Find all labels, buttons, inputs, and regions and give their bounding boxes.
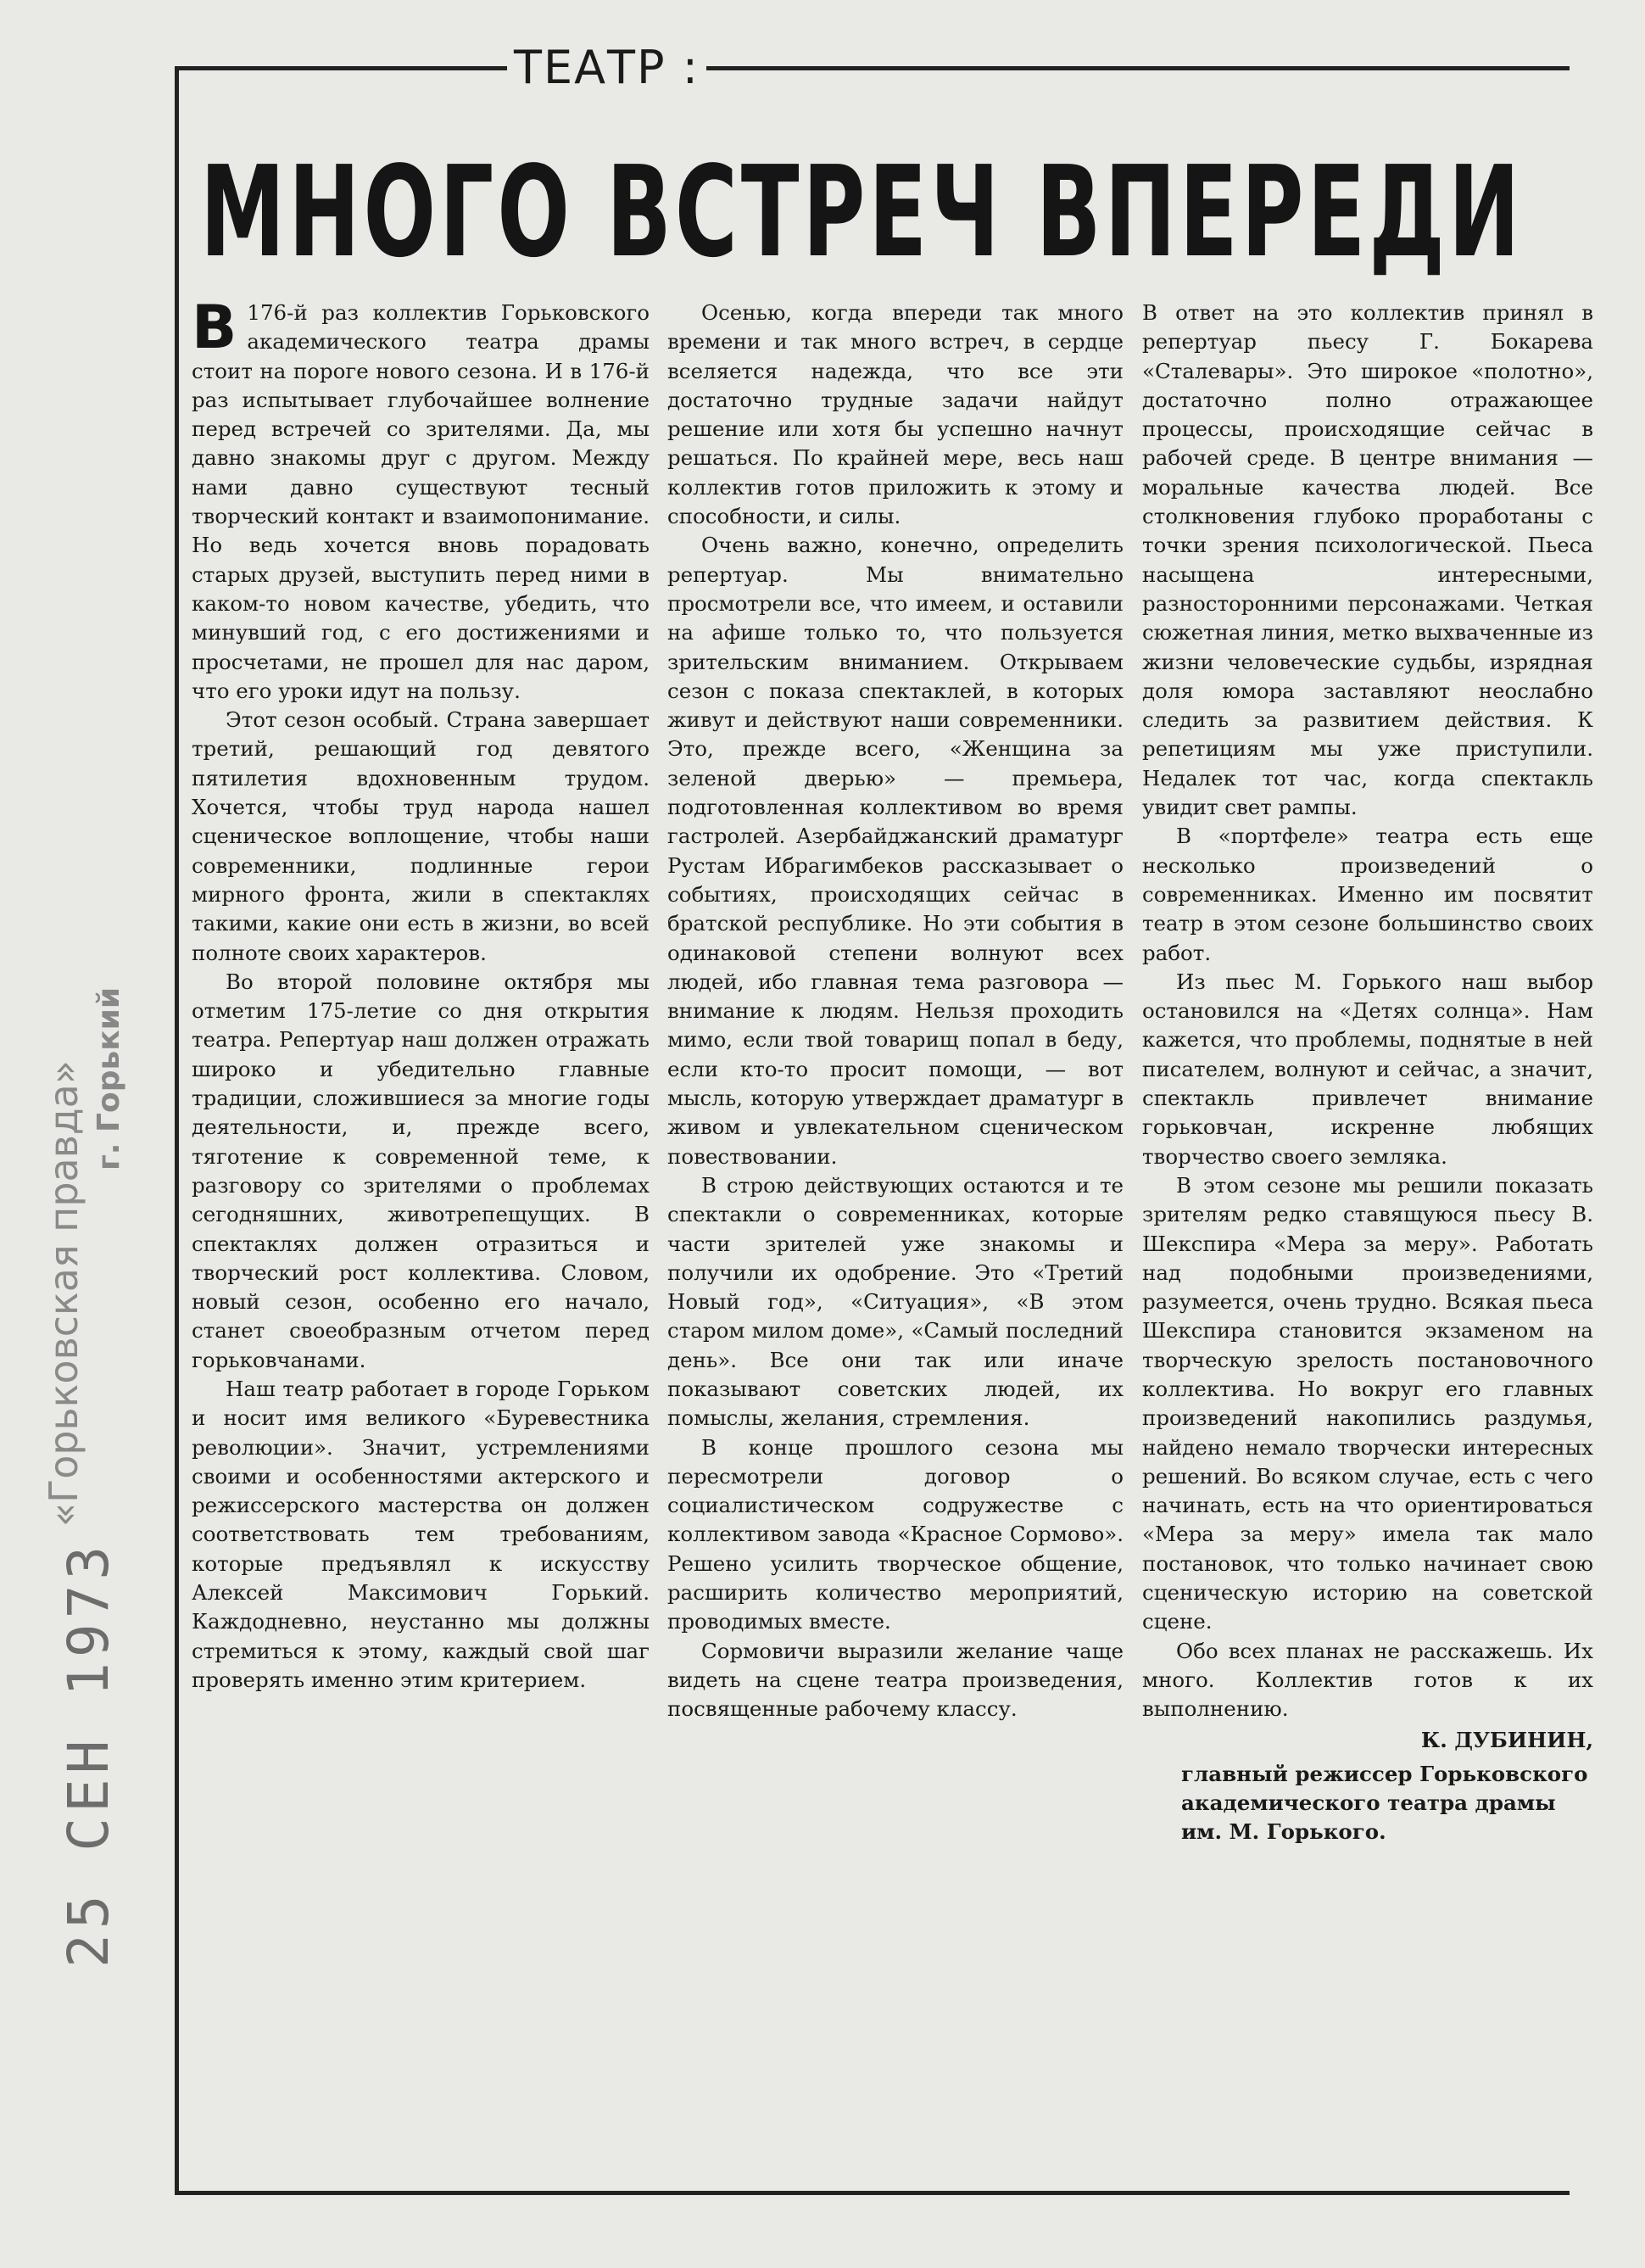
paragraph: Этот сезон особый. Страна завершает третий, решающий год девятого пятилетия вдохновенным трудом. Хочется, чтобы труд народа нашел сценическое воплощение, чтобы наши современники, подлинные герои мирного фронта, жили в спектаклях такими, какие они есть в жизни, во всей полноте своих характеров. [192, 707, 650, 965]
paragraph-text: 176-й раз коллектив Горьковского академического театра драмы стоит на пороге нового сезона. И в 176-й раз испытывает глубочайшее волнение перед встречей со зрителями. Да, мы давно знакомы друг с другом. Между нами давно существуют тесный творческий контакт и взаимопонимание. Но ведь хочется вновь порадовать старых друзей, выступить перед ними в каком-то новом качестве, убедить, что минувший год, с его достижениями и просчетами, не прошел для нас даром, что его уроки идут на пользу. [192, 300, 650, 703]
paragraph: В конце прошлого сезона мы пересмотрели договор о социалистическом содружестве с коллективом завода «Красное Сормово». Решено усилить творческое общение, расширить количество мероприятий, проводимых вместе. [667, 1434, 1124, 1634]
date-stamp: 25 СЕН 1973 [56, 1540, 121, 1968]
article-column-3 [1142, 299, 1593, 1846]
article-column-2 [667, 299, 1124, 1724]
author-signature: К. ДУБИНИН, [1420, 1727, 1593, 1752]
paragraph: В ответ на это коллектив принял в репертуар пьесу Г. Бокарева «Сталевары». Это широкое «полотно», достаточно полно отражающее процессы, происходящие сейчас в рабочей среде. В центре внимания — моральные качества людей. Все столкновения глубоко проработаны с точки зрения психологической. Пьеса насыщена интересными, разносторонними персонажами. Четкая сюжетная линия, метко выхваченные из жизни человеческие судьбы, изрядная доля юмора заставляют неослабно следить за развитием действия. К репетициям мы уже приступили. Недалек тот час, когда спектакль увидит свет рампы. [1142, 300, 1593, 820]
dropcap: В [192, 293, 237, 362]
paragraph: Сормовичи выразили желание чаще видеть на сцене театра произведения, посвященные рабочему классу. [667, 1638, 1124, 1722]
paragraph: Из пьес М. Горького наш выбор остановился на «Детях солнца». Нам кажется, что проблемы, поднятые в ней писателем, волнуют и сейчас, а значит, спектакль привлечет внимание горьковчан, искренне любящих творчество своего земляка. [1142, 969, 1593, 1169]
article-column-1 [192, 293, 650, 1695]
paragraph: Наш театр работает в городе Горьком и носит имя великого «Буревестника революции». Значит, устремлениями своими и особенностями актерского и режиссерского мастерства он должен соответствовать тем требованиям, которые предъявлял к искусству Алексей Максимович Горький. Каждодневно, неустанно мы должны стремиться к этому, каждый свой шаг проверять именно этим критерием. [192, 1376, 650, 1692]
article-headline: МНОГО ВСТРЕЧ ВПЕРЕДИ [200, 139, 1524, 285]
paragraph: Обо всех планах не расскажешь. Их много. Коллектив готов к их выполнению. [1142, 1638, 1593, 1722]
paragraph: Очень важно, конечно, определить репертуар. Мы внимательно просмотрели все, что имеем, и оставили на афише только то, что пользуется зрительским вниманием. Открываем сезон с показа спектаклей, в которых живут и действуют наши современники. Это, прежде всего, «Женщина за зеленой дверью» — премьера, подготовленная коллективом во время гастролей. Азербайджанский драматург Рустам Ибрагимбеков рассказывает о событиях, происходящих сейчас в братской республике. Но эти события в одинаковой степени волнуют всех людей, ибо главная тема разговора — внимание к людям. Нельзя проходить мимо, если твой товарищ попал в беду, если кто-то просит помощи, — вот мысль, которую утверждает драматург в живом и увлекательном сценическом повествовании. [667, 533, 1124, 1169]
paragraph [192, 293, 650, 706]
author-role: главный режиссер Горьковского академического театра драмы им. М. Горького. [1181, 1761, 1588, 1844]
rubric-rule [176, 66, 507, 70]
section-rubric: ТЕАТР : [507, 41, 706, 94]
paragraph: В этом сезоне мы решили показать зрителям редко ставящуюся пьесу В. Шекспира «Мера за меру». Работать над подобными произведениями, разумеется, очень трудно. Всякая пьеса Шекспира становится экзаменом на творческую зрелость постановочного коллектива. Но вокруг его главных произведений накопились раздумья, найдено немало творчески интересных решений. Во всяком случае, есть с чего начинать, есть на что ориентироваться «Мера за меру» имела так мало постановок, что только начинает свою сценическую историю на советской сцене. [1142, 1172, 1593, 1634]
newspaper-name-label: «Горьковская правда» [41, 1060, 86, 1527]
paragraph: В «портфеле» театра есть еще несколько произведений о современниках. Именно им посвятит театр в этом сезоне большинство своих работ. [1142, 824, 1593, 965]
paragraph: Во второй половине октября мы отметим 175-летие со дня открытия театра. Репертуар наш должен отражать широко и убедительно главные традиции, сложившиеся за многие годы деятельности, и, прежде всего, тяготение к современной теме, к разговору со зрителями о проблемах сегодняшних, животрепещущих. В спектаклях должен отразиться и творческий рост коллектива. Словом, новый сезон, особенно его начало, станет своеобразным отчетом перед горьковчанами. [192, 969, 650, 1372]
paragraph: Осенью, когда впереди так много времени и так много встреч, в сердце вселяется надежда, что все эти достаточно трудные задачи найдут решение или хотя бы успешно начнут решаться. По крайней мере, весь наш коллектив готов приложить к этому и способности, и силы. [667, 300, 1124, 529]
paragraph: В строю действующих остаются и те спектакли о современниках, которые части зрителей уже знакомы и получили их одобрение. Это «Третий Новый год», «Ситуация», «В этом старом милом доме», «Самый последний день». Все они так или иначе показывают советских людей, их помыслы, желания, стремления. [667, 1172, 1124, 1431]
city-label: г. Горький [92, 986, 126, 1170]
